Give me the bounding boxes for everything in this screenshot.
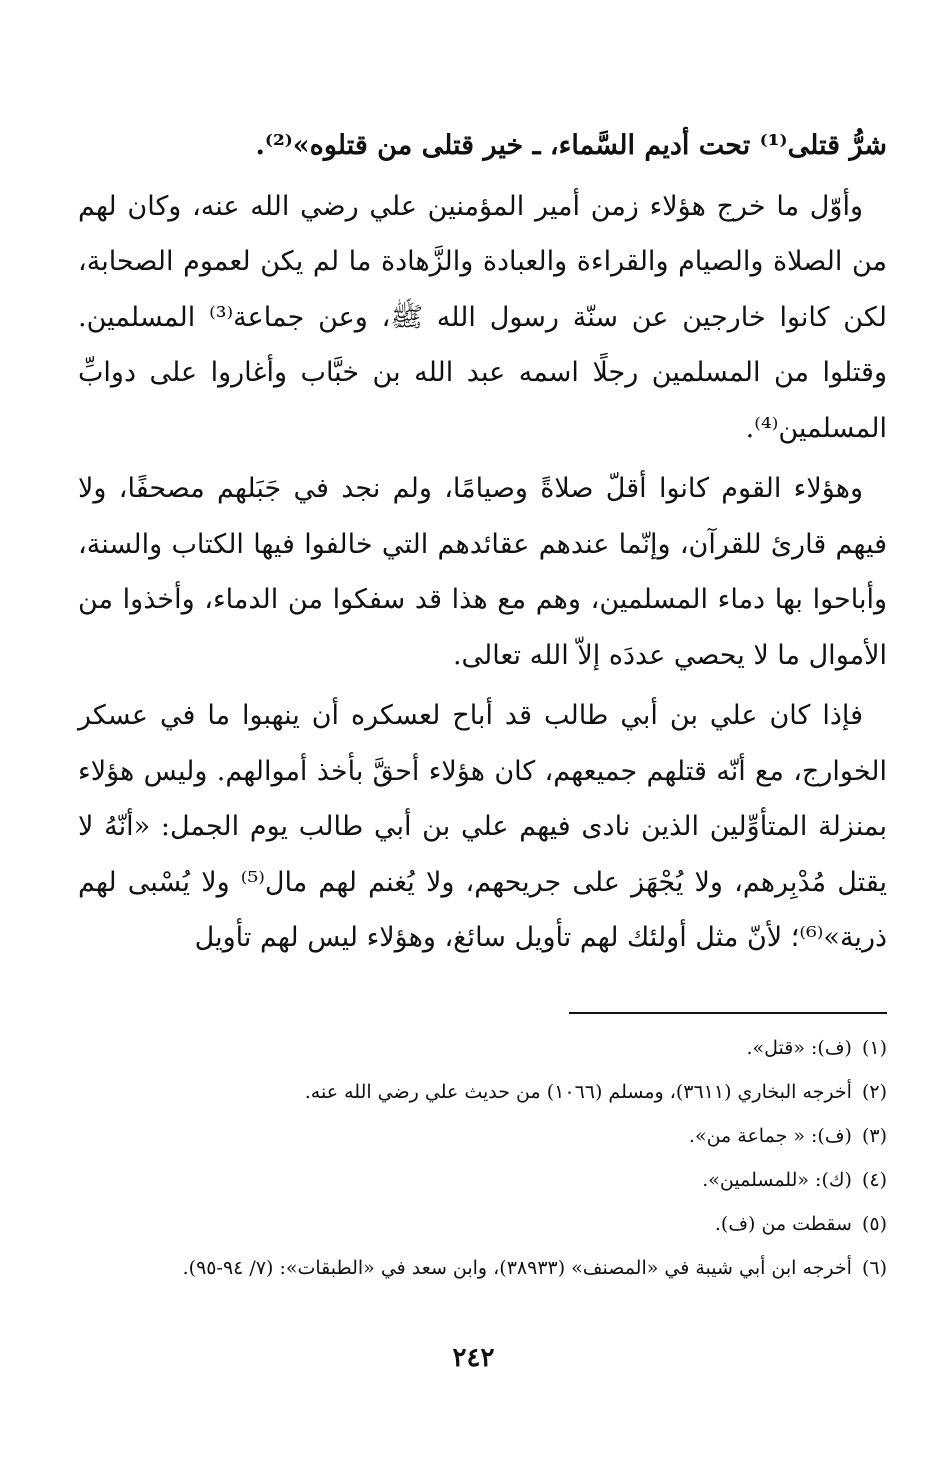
paragraph-3: وهؤلاء القوم كانوا أقلّ صلاةً وصيامًا، ولم نجد في جَبَلهم مصحفًا، ولا فيهم قارئ للقرآن، وإنّما عندهم عقائدهم التي خالفوا فيها الكتاب والسنة، وأباحوا بها دماء المسلمين، وهم مع هذا قد سفكوا من الدماء، وأخذوا من الأموال ما لا يحصي عددَه إلاّ الله تعالى.: [78, 473, 887, 671]
footnote-separator: [569, 1012, 887, 1014]
footnote-text: أخرجه ابن أبي شيبة في «المصنف» (٣٨٩٣٣)، وابن سعد في «الطبقات»: (٧/ ٩٤-٩٥).: [182, 1256, 852, 1279]
page-number: ٢٤٢: [452, 1343, 495, 1373]
footnote-text: أخرجه البخاري (٣٦١١)، ومسلم (١٠٦٦) من حديث علي رضي الله عنه.: [304, 1080, 852, 1103]
footnote-number: (٦): [861, 1256, 887, 1279]
main-text: [78, 118, 887, 966]
footnote-text: (ف): « جماعة من».: [688, 1124, 852, 1147]
footnote-text: سقطت من (ف).: [714, 1212, 852, 1235]
footnote-number: (٥): [861, 1212, 887, 1235]
footnote-1: [78, 1026, 887, 1070]
footnote-2: [78, 1070, 887, 1114]
footnote-6: [78, 1246, 887, 1290]
footnote-number: (٢): [861, 1080, 887, 1103]
paragraph-2: وأوّل ما خرج هؤلاء زمن أمير المؤمنين علي رضي الله عنه، وكان لهم من الصلاة والصيام والقراءة والعبادة والزَّهادة ما لم يكن لعموم الصحابة، لكن كانوا خارجين عن سنّة رسول الله ﷺ، وعن جماعة⁽³⁾ المسلمين. وقتلوا من المسلمين رجلًا اسمه عبد الله بن خبَّاب وأغاروا على دوابِّ المسلمين⁽⁴⁾.: [78, 190, 887, 444]
footnote-number: (٣): [861, 1124, 887, 1147]
footnote-number: (٤): [861, 1168, 887, 1191]
paragraph-1: شرُّ قتلى⁽¹⁾ تحت أديم السَّماء، ـ خير قتلى من قتلوه»⁽²⁾.: [255, 130, 887, 161]
footnote-text: (ك): «للمسلمين».: [702, 1168, 852, 1191]
footnote-3: [78, 1114, 887, 1158]
footnote-4: [78, 1158, 887, 1202]
footnote-text: (ف): «قتل».: [746, 1036, 852, 1059]
footnotes: [78, 1026, 887, 1290]
footnote-5: [78, 1202, 887, 1246]
footnote-number: (١): [861, 1036, 887, 1059]
paragraph-4: فإذا كان علي بن أبي طالب قد أباح لعسكره أن ينهبوا ما في عسكر الخوارج، مع أنّه قتلهم جميعهم، كان هؤلاء أحقَّ بأخذ أموالهم. وليس هؤلاء بمنزلة المتأوِّلين الذين نادى فيهم علي بن أبي طالب يوم الجمل: «أنّهُ لا يقتل مُدْبِرهم، ولا يُجْهَز على جريحهم، ولا يُغنم لهم مال⁽⁵⁾ ولا يُسْبى لهم ذرية»⁽⁶⁾؛ لأنّ مثل أولئك لهم تأويل سائغ، وهؤلاء ليس لهم تأويل: [78, 700, 887, 953]
